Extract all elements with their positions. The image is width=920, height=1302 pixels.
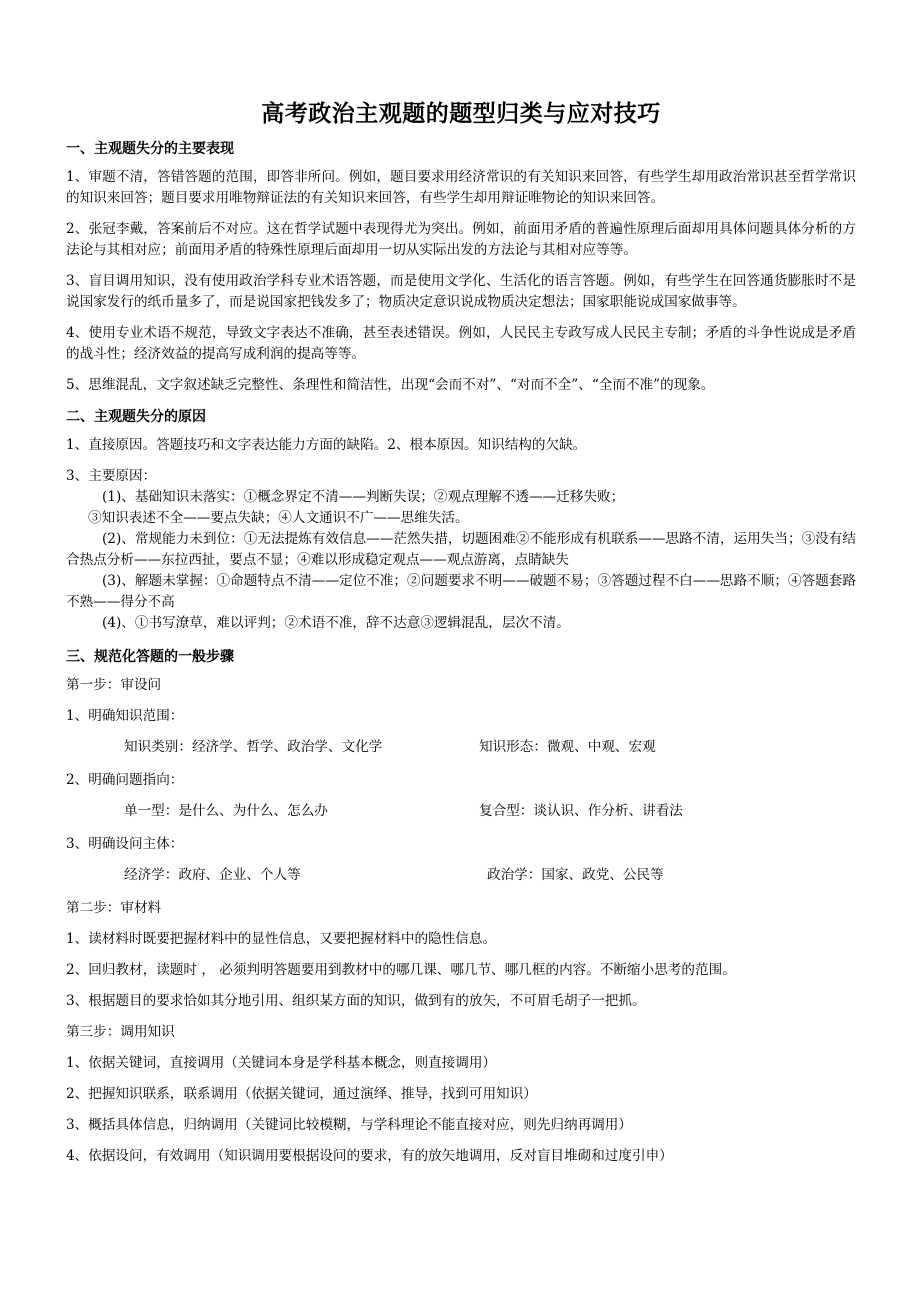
column-right: 政治学：国家、政党、公民等: [487, 867, 664, 883]
paragraph: 3、主要原因：: [66, 468, 157, 484]
reason-item: (2)、常规能力未到位：①无法提炼有效信息——茫然失措，切题困难②不能形成有机联系——思路不清，运用失当；③没有结合热点分析——东拉西扯，要点不显；④难以形成稳定观点——观点游离，点睛缺失: [66, 531, 856, 568]
section-heading-2: 二、主观题失分的原因: [66, 409, 206, 425]
reason-item: (1)、基础知识未落实：①概念界定不清——判断失误；②观点理解不透——迁移失败；: [102, 489, 625, 505]
step-label: 第一步：审设问: [66, 677, 162, 693]
paragraph: 1、依据关键词，直接调用（关键词本身是学科基本概念，则直接调用）: [66, 1055, 497, 1071]
paragraph: 1、直接原因。答题技巧和文字表达能力方面的缺陷。2、根本原因。知识结构的欠缺。: [66, 437, 587, 453]
paragraph: 3、明确设问主体：: [66, 836, 184, 852]
column-right: 复合型：谈认识、作分析、讲看法: [479, 803, 683, 819]
paragraph: 1、明确知识范围：: [66, 708, 184, 724]
section-heading-1: 一、主观题失分的主要表现: [66, 141, 234, 157]
paragraph: 3、根据题目的要求恰如其分地引用、组织某方面的知识，做到有的放矢，不可眉毛胡子一把抓。: [66, 993, 646, 1009]
reason-item: (4)、①书写潦草，难以评判；②术语不准，辞不达意③逻辑混乱，层次不清。: [102, 615, 570, 631]
paragraph: 4、使用专业术语不规范，导致文字表达不准确，甚至表述错误。例如，人民民主专政写成人民民主专制；矛盾的斗争性说成是矛盾的战斗性；经济效益的提高写成利润的提高等等。: [66, 325, 856, 362]
two-column-row: [66, 865, 856, 886]
document-page: [66, 95, 856, 1177]
column-left: 经济学：政府、企业、个人等: [124, 867, 301, 883]
column-left: 单一型：是什么、为什么、怎么办: [124, 803, 328, 819]
column-left: 知识类别：经济学、哲学、政治学、文化学: [124, 739, 383, 755]
two-column-row: [66, 737, 856, 758]
paragraph: 2、明确问题指向：: [66, 772, 184, 788]
paragraph: 2、回归教材，读题时 ， 必须判明答题要用到教材中的哪几课、哪几节、哪几框的内容。不断缩小思考的范围。: [66, 962, 736, 978]
reason-item: ③知识表述不全——要点失缺；④人文通识不广——思维失活。: [88, 510, 469, 526]
main-reasons-block: [66, 466, 856, 634]
paragraph: 4、依据设问，有效调用（知识调用要根据设问的要求，有的放矢地调用，反对盲目堆砌和过度引申）: [66, 1148, 673, 1164]
section-heading-3: 三、规范化答题的一般步骤: [66, 649, 234, 665]
paragraph: 3、盲目调用知识，没有使用政治学科专业术语答题，而是使用文学化、生活化的语言答题。例如，有些学生在回答通货膨胀时不是说国家发行的纸币量多了，而是说国家把钱发多了；物质决定意识说成物质决定想法；国家职能说成国家做事等。: [66, 273, 856, 310]
paragraph: 5、思维混乱，文字叙述缺乏完整性、条理性和简洁性，出现“会而不对”、“对而不全”、“全而不准”的现象。: [66, 377, 715, 393]
paragraph: 1、读材料时既要把握材料中的显性信息，又要把握材料中的隐性信息。: [66, 931, 497, 947]
paragraph: 2、把握知识联系，联系调用（依据关键词，通过演绎、推导，找到可用知识）: [66, 1086, 537, 1102]
two-column-row: [66, 801, 856, 822]
page-title: 高考政治主观题的题型归类与应对技巧: [261, 101, 661, 127]
step-label: 第三步：调用知识: [66, 1024, 175, 1040]
reason-item: (3)、解题未掌握：①命题特点不清——定位不准；②问题要求不明——破题不易；③答题过程不白——思路不顺；④答题套路不熟——得分不高: [66, 573, 856, 610]
column-right: 知识形态：微观、中观、宏观: [479, 739, 656, 755]
paragraph: 1、审题不清，答错答题的范围，即答非所问。例如，题目要求用经济常识的有关知识来回答，有些学生却用政治常识甚至哲学常识的知识来回答；题目要求用唯物辩证法的有关知识来回答，有些学生却用辩证唯物论的知识来回答。: [66, 169, 856, 206]
step-label: 第二步：审材料: [66, 900, 162, 916]
paragraph: 2、张冠李戴，答案前后不对应。这在哲学试题中表现得尤为突出。例如，前面用矛盾的普遍性原理后面却用具体问题具体分析的方法论与其相对应；前面用矛盾的特殊性原理后面却用一切从实际出发的方法论与其相对应等等。: [66, 221, 856, 258]
paragraph: 3、概括具体信息，归纳调用（关键词比较模糊，与学科理论不能直接对应，则先归纳再调用）: [66, 1117, 632, 1133]
